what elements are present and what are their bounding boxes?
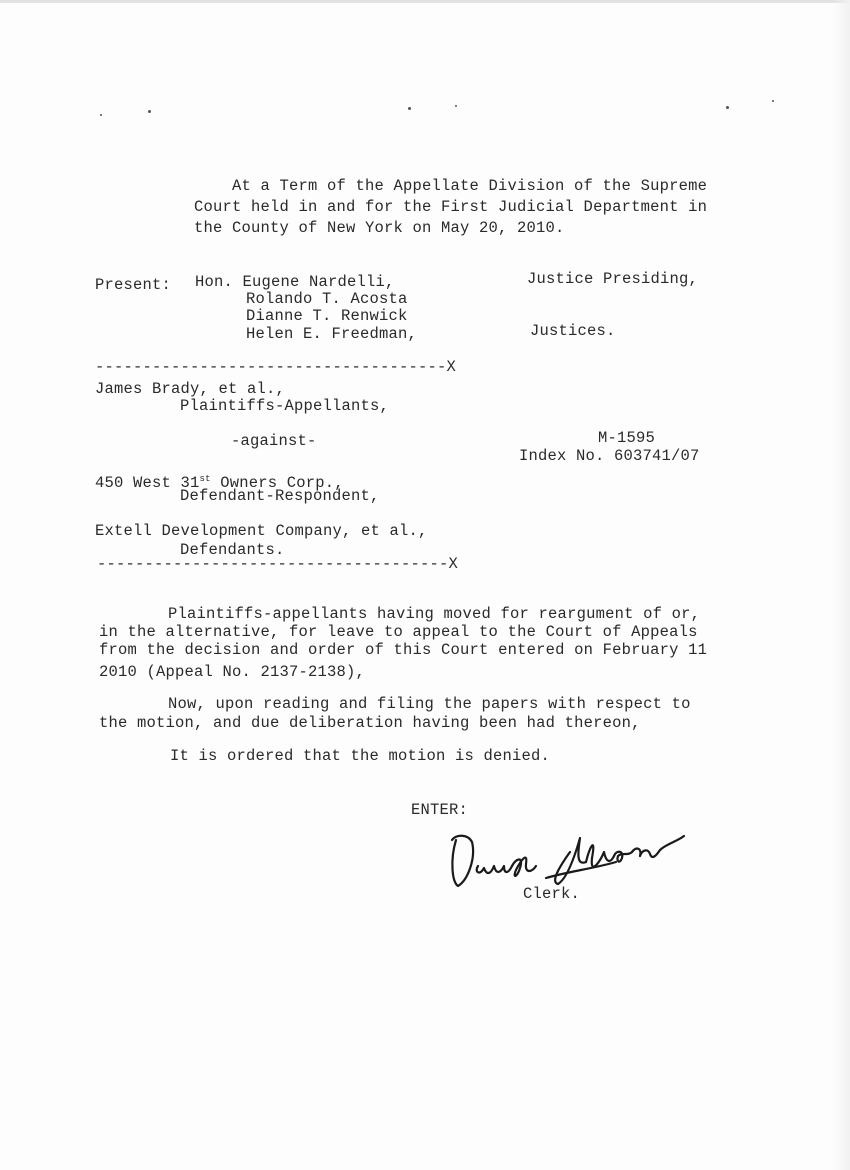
caption-divider-bottom: -------------------------------------X <box>97 555 459 573</box>
against-label: -against- <box>231 432 317 450</box>
page-edge-shadow <box>832 0 850 1170</box>
enter-label: ENTER: <box>411 801 469 819</box>
scan-speck <box>408 107 411 110</box>
defendant-1-name: 450 West 31st Owners Corp., <box>95 474 344 492</box>
paragraph-1-line: in the alternative, for leave to appeal to the Court of Appeals <box>99 623 698 641</box>
defendant-2-role: Defendants. <box>180 541 285 559</box>
preamble-line-2: Court held in and for the First Judicial Department in <box>194 198 708 216</box>
present-label: Present: <box>95 276 172 294</box>
paragraph-1-line: from the decision and order of this Court entered on February 11 <box>99 641 708 659</box>
order-line: It is ordered that the motion is denied. <box>170 747 551 765</box>
defendant-2-name: Extell Development Company, et al., <box>95 522 428 540</box>
plaintiff-role: Plaintiffs-Appellants, <box>180 397 390 415</box>
paragraph-1-line: 2010 (Appeal No. 2137-2138), <box>99 663 366 681</box>
preamble-line-1: At a Term of the Appellate Division of the Supreme <box>232 177 708 195</box>
justice-name: Helen E. Freedman, <box>246 325 418 343</box>
justices-label: Justices. <box>530 322 616 340</box>
scan-speck <box>455 105 457 107</box>
paragraph-2-line: Now, upon reading and filing the papers with respect to <box>168 695 691 713</box>
clerk-title: Clerk. <box>523 885 581 903</box>
scan-speck <box>726 106 729 109</box>
plaintiff-name: James Brady, et al., <box>95 380 286 398</box>
index-number: Index No. 603741/07 <box>519 447 700 465</box>
scan-speck <box>772 100 774 102</box>
justice-name: Hon. Eugene Nardelli, <box>195 273 395 291</box>
justice-name: Dianne T. Renwick <box>246 307 408 325</box>
defendant-1-role: Defendant-Respondent, <box>180 487 380 505</box>
scan-speck <box>148 110 151 113</box>
page-edge <box>0 0 850 3</box>
paragraph-2-line: the motion, and due deliberation having been had thereon, <box>99 714 641 732</box>
caption-divider-top: -------------------------------------X <box>95 358 457 376</box>
motion-number: M-1595 <box>598 429 656 447</box>
scan-speck <box>100 114 102 116</box>
preamble-line-3: the County of New York on May 20, 2010. <box>194 219 565 237</box>
justice-name: Rolando T. Acosta <box>246 290 408 308</box>
paragraph-1-line: Plaintiffs-appellants having moved for reargument of or, <box>168 605 701 623</box>
justice-presiding-label: Justice Presiding, <box>527 270 699 288</box>
